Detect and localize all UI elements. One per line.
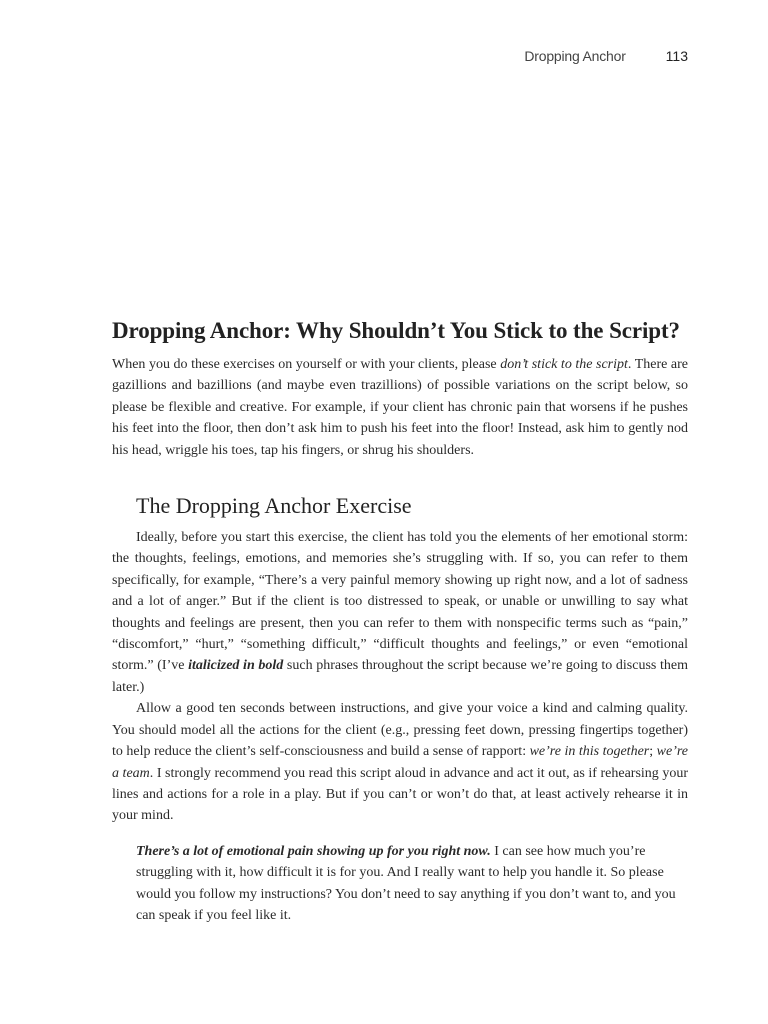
para2-separator: ; xyxy=(649,744,657,760)
exercise-heading: The Dropping Anchor Exercise xyxy=(136,493,412,519)
running-title: Dropping Anchor xyxy=(524,48,626,64)
intro-paragraph xyxy=(112,354,688,461)
script-text: I can see how much you’re struggling with it, how difficult it is for you. And I really want to help you handle it. So please would you follow my instructions? You don’t need to say anything if you don’t want to, and you can speak if you feel like it. xyxy=(136,843,676,923)
exercise-paragraph-2 xyxy=(112,698,688,826)
running-head xyxy=(112,48,688,64)
para1-text-2: such phrases throughout the script because we’re going to discuss them later.) xyxy=(112,658,688,695)
para2-emphasis-2: we’re a team xyxy=(112,744,688,781)
page-body xyxy=(112,318,688,926)
page-number: 113 xyxy=(665,48,688,64)
para2-text-1: Allow a good ten seconds between instructions, and give your voice a kind and calming quality. You should model all the actions for the client (e.g., pressing feet down, pressing fingertips together) to help reduce the client’s self-consciousness and build a sense of rapport: xyxy=(112,701,688,760)
script-paragraph xyxy=(136,841,688,927)
script-bold-italic: There’s a lot of emotional pain showing up for you right now. xyxy=(136,843,491,859)
para1-text-1: Ideally, before you start this exercise, the client has told you the elements of her emotional storm: the thoughts, feelings, emotions, and memories she’s struggling with. If so, you can refer to them specifically, for example, “There’s a very painful memory showing up right now, and a lot of sadness and a lot of anger.” But if the client is too distressed to speak, or unable or unwilling to say what thoughts and feelings are present, then you can refer to them with nonspecific terms such as “pain,” “discomfort,” “hurt,” “something difficult,” “difficult thoughts and feelings,” or even “emotional storm.” (I’ve xyxy=(112,530,688,674)
intro-emphasis: don’t stick to the script xyxy=(500,357,628,372)
para2-text-2: . I strongly recommend you read this script aloud in advance and act it out, as if rehearsing your lines and actions for a role in a play. But if you can’t or won’t do that, at least actively rehearse it in your mind. xyxy=(112,765,688,824)
exercise-paragraph-1 xyxy=(112,527,688,698)
intro-text-2: . There are gazillions and bazillions (and maybe even trazillions) of possible variations on the script below, so please be flexible and creative. For example, if your client has chronic pain that worsens if he pushes his feet into the floor, then don’t ask him to push his feet into the floor! Instead, ask him to gently nod his head, wriggle his toes, tap his fingers, or shrug his shoulders. xyxy=(112,357,688,458)
para2-emphasis-1: we’re in this together xyxy=(529,744,650,760)
intro-text-1: When you do these exercises on yourself or with your clients, please xyxy=(112,357,501,372)
section-heading: Dropping Anchor: Why Shouldn’t You Stick to the Script? xyxy=(112,318,680,343)
para1-bold-italic: italicized in bold xyxy=(188,658,284,674)
